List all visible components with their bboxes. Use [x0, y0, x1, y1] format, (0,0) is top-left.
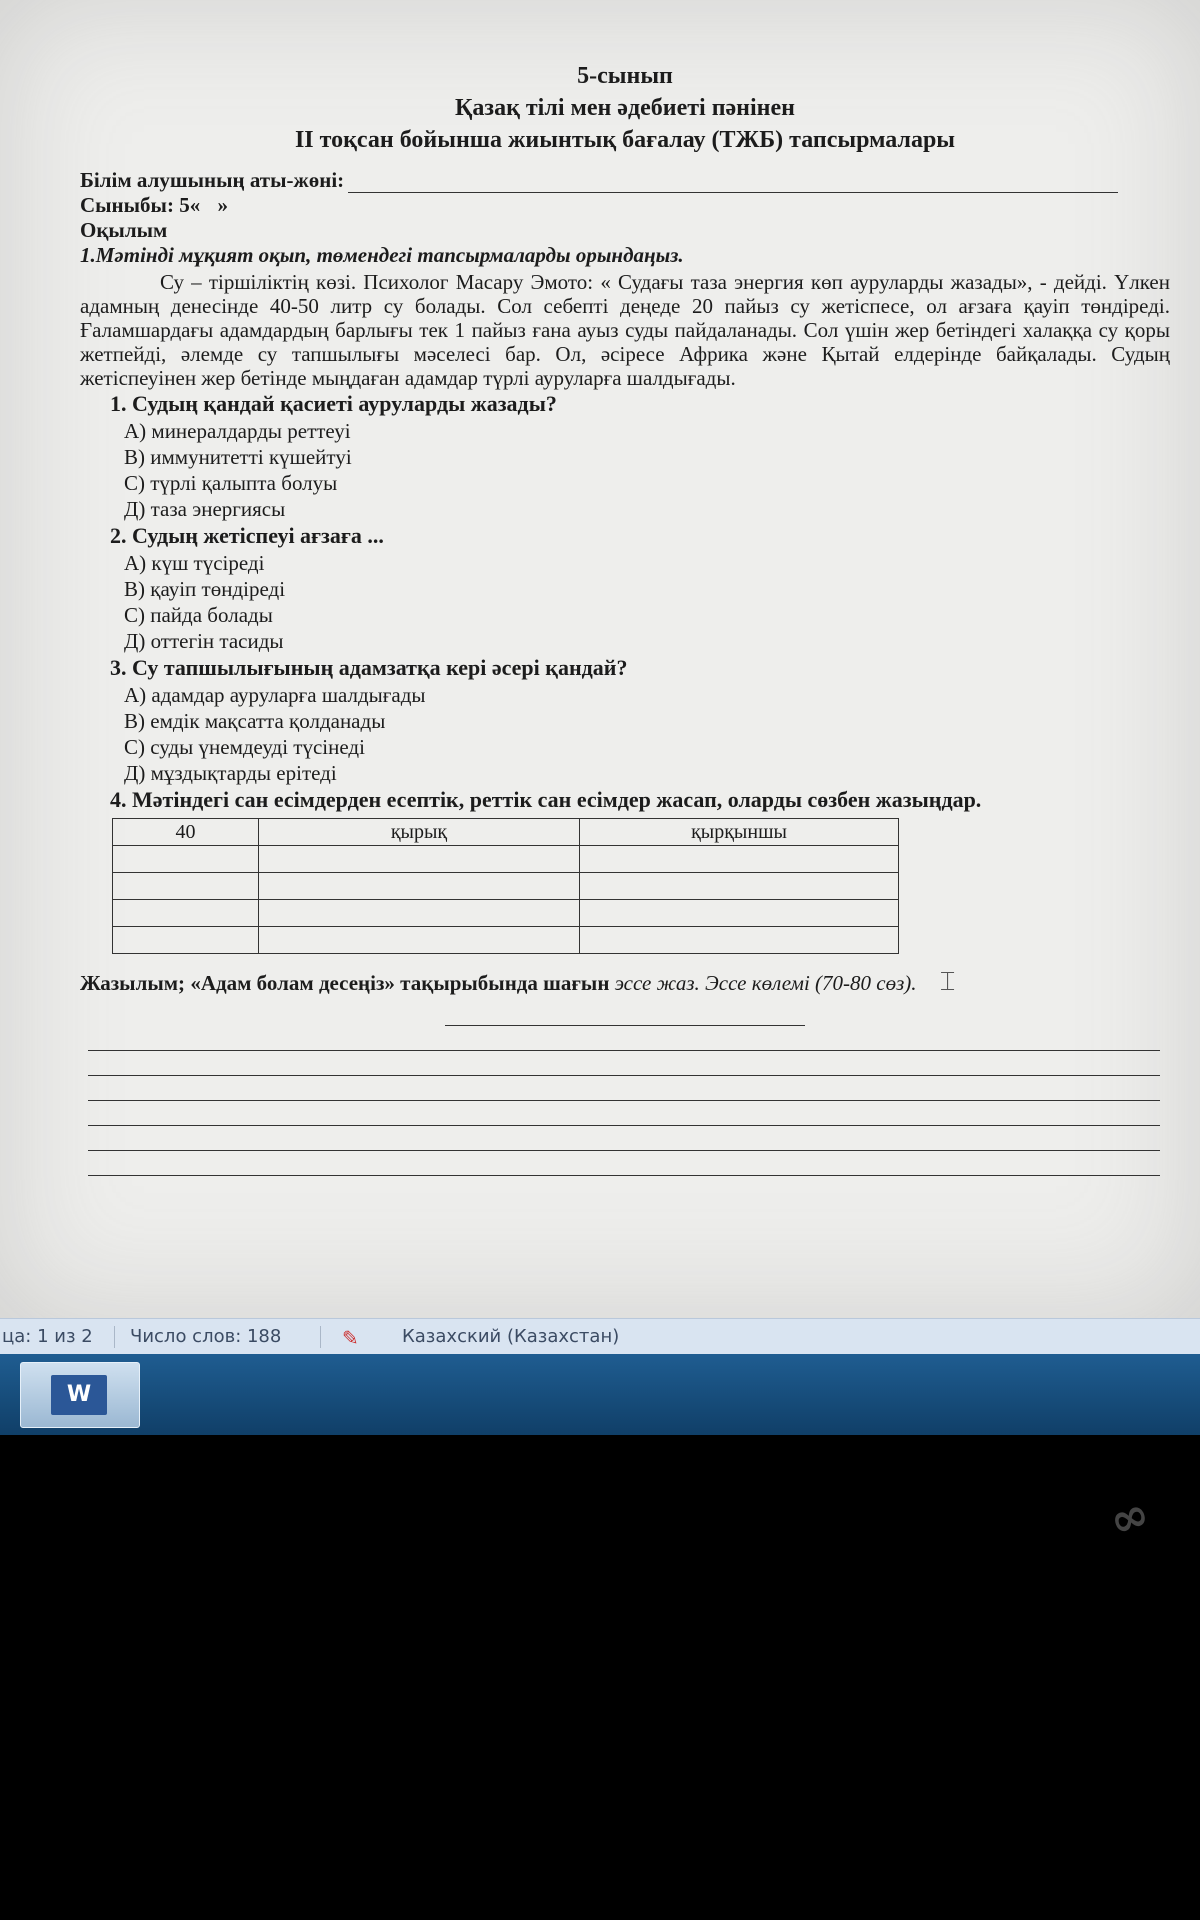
word-icon: W: [51, 1375, 107, 1415]
status-separator: [114, 1326, 115, 1348]
table-cell[interactable]: [580, 927, 899, 954]
option: С) суды үнемдеуді түсінеді: [124, 735, 365, 759]
spellcheck-icon[interactable]: ✎: [342, 1326, 359, 1350]
table-cell[interactable]: [113, 927, 259, 954]
page-counter[interactable]: ца: 1 из 2: [2, 1326, 93, 1347]
word-taskbar-button[interactable]: [20, 1362, 140, 1428]
student-name-line[interactable]: [348, 174, 1118, 193]
status-bar: [0, 1318, 1200, 1355]
option: В) қауіп төндіреді: [124, 577, 286, 601]
table-cell[interactable]: [580, 846, 899, 873]
writing-task: [80, 968, 1170, 997]
table-cell[interactable]: [259, 927, 580, 954]
table-row: [113, 927, 899, 954]
student-class-close: »: [217, 193, 228, 217]
table-row: [113, 846, 899, 873]
status-separator: [320, 1326, 321, 1348]
table-cell: 40: [113, 819, 259, 846]
question-text: 2. Судың жетіспеуі ағзаға ...: [110, 523, 384, 548]
question-text: 1. Судың қандай қасиеті ауруларды жазады?: [110, 391, 557, 416]
essay-line[interactable]: [88, 1026, 1160, 1051]
option: А) күш түсіреді: [124, 551, 265, 575]
document-body: [80, 60, 1170, 1176]
essay-line[interactable]: [88, 1151, 1160, 1176]
table-cell[interactable]: [259, 873, 580, 900]
question-1: [80, 390, 1170, 522]
table-cell[interactable]: [113, 846, 259, 873]
option: А) минералдарды реттеуі: [124, 419, 351, 443]
option: Д) оттегін тасиды: [124, 629, 284, 653]
option: В) емдік мақсатта қолданады: [124, 709, 386, 733]
essay-line[interactable]: [88, 1101, 1160, 1126]
question-2: [80, 522, 1170, 654]
writing-prompt-italic: эссе жаз. Эссе көлемі (70-80 сөз).: [614, 971, 917, 995]
student-name-label: Білім алушының аты-жөні:: [80, 168, 345, 192]
table-cell[interactable]: [259, 846, 580, 873]
task4-text: 4. Мәтіндегі сан есімдерден есептік, реттік сан есімдер жасап, оларды сөзбен жазыңдар.: [110, 787, 982, 812]
writing-prompt: «Адам болам десеңіз» тақырыбында шағын: [190, 971, 610, 995]
essay-line[interactable]: [88, 1126, 1160, 1151]
option: А) адамдар ауруларға шалдығады: [124, 683, 426, 707]
word-count[interactable]: Число слов: 188: [130, 1326, 282, 1347]
option: Д) таза энергиясы: [124, 497, 286, 521]
table-cell[interactable]: [259, 900, 580, 927]
table-row: [113, 873, 899, 900]
essay-line[interactable]: [88, 1051, 1160, 1076]
student-class-row: [80, 193, 1170, 218]
student-name-row: [80, 168, 1170, 193]
reading-section-title: Оқылым: [80, 218, 168, 242]
option: Д) мұздықтарды ерітеді: [124, 761, 337, 785]
grade-heading: 5-сынып: [577, 63, 673, 89]
table-header-row: [113, 819, 899, 846]
table-cell[interactable]: [113, 873, 259, 900]
taskbar: [0, 1354, 1200, 1435]
reading-text: Су – тіршіліктің көзі. Психолог Масару Эмото: « Судағы таза энергия көп ауруларды жазады», - дейді. Үлкен адамның денесінде 40-50 литр су болады. Сол себепті деңеде 20 пайыз су жетіспесе, ол ағзаға қауіп төндіреді. Ғаламшардағы адамдардың барлығы тек 1 пайыз ғана ауыз суды пайдаланады. Сол үшін жер бетіндегі халаққа су қоры жетпейді, әлемде су тапшылығы мәселесі бар. Ол, әсіресе Африка және Қытай елдерінде байқалады. Судың жетіспеуінен жер бетінде мыңдаған адамдар түрлі ауруларға шалдығады.: [80, 270, 1170, 390]
essay-line[interactable]: [88, 1076, 1160, 1101]
option: С) пайда болады: [124, 603, 273, 627]
table-cell[interactable]: [580, 873, 899, 900]
numerals-table: [112, 818, 899, 954]
subject-heading: Қазақ тілі мен әдебиеті пәнінен: [455, 95, 795, 121]
writing-label: Жазылым;: [80, 971, 186, 995]
table-cell: қырық: [259, 819, 580, 846]
student-class-label: Сыныбы: 5«: [80, 193, 201, 217]
table-row: [113, 900, 899, 927]
table-cell[interactable]: [113, 900, 259, 927]
title-heading: II тоқсан бойынша жиынтық бағалау (ТЖБ) тапсырмалары: [294, 127, 956, 153]
language-indicator[interactable]: Казахский (Казахстан): [402, 1326, 620, 1347]
table-cell: қырқыншы: [580, 819, 899, 846]
text-cursor-icon: ⌶: [939, 967, 956, 997]
reading-instruction: 1.Мәтінді мұқият оқып, төмендегі тапсырмаларды орындаңыз.: [80, 243, 684, 267]
monitor-logo-icon: ∞: [1101, 1485, 1157, 1549]
question-3: [80, 654, 1170, 786]
option: В) иммунитетті күшейтуі: [124, 445, 352, 469]
option: С) түрлі қалыпта болуы: [124, 471, 338, 495]
table-cell[interactable]: [580, 900, 899, 927]
question-text: 3. Су тапшылығының адамзатқа кері әсері қандай?: [110, 655, 628, 680]
